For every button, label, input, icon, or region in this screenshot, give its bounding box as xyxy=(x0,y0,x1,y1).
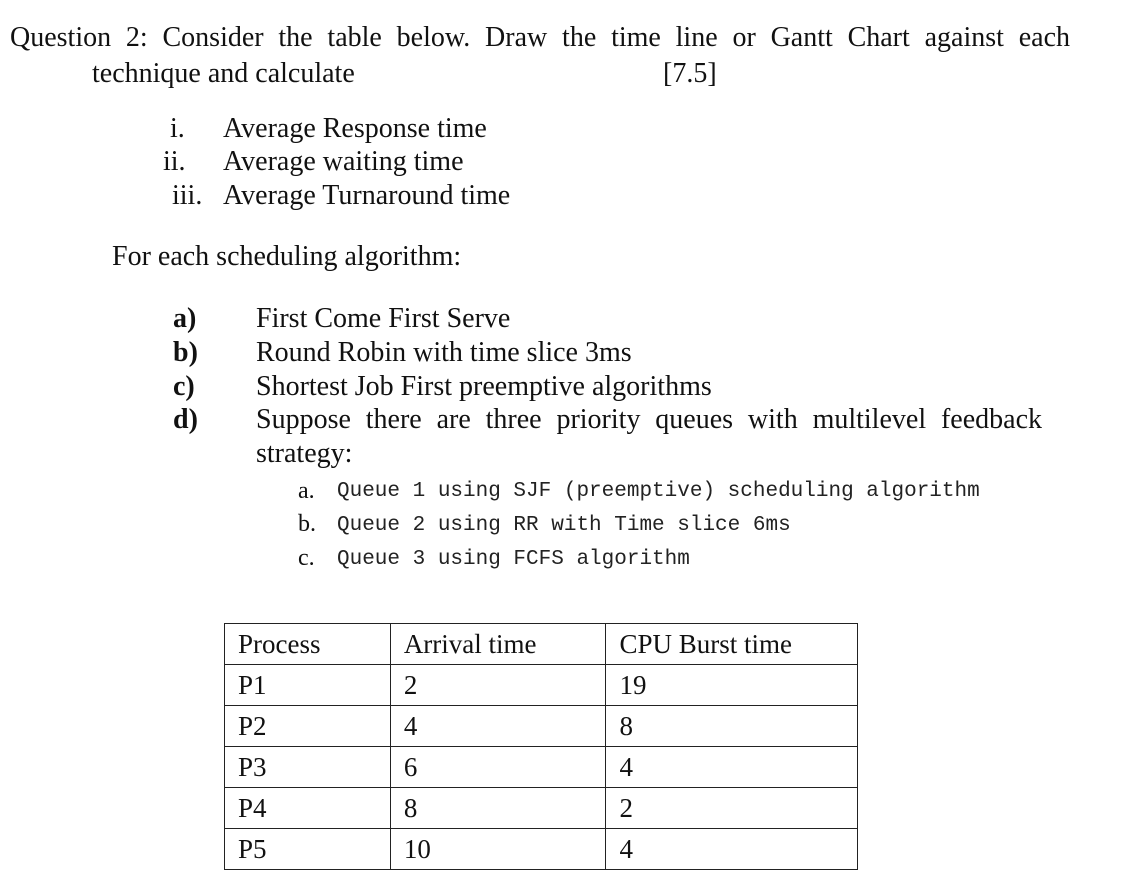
calculation-number: i. xyxy=(170,113,185,144)
column-header-cpu-burst-time: CPU Burst time xyxy=(606,624,858,665)
table-cell-process: P5 xyxy=(225,829,391,870)
table-row xyxy=(225,829,858,870)
calculation-text: Average Turnaround time xyxy=(223,180,511,211)
table-cell-process: P4 xyxy=(225,788,391,829)
table-cell-cpu-burst-time: 2 xyxy=(606,788,858,829)
calculation-text: Average waiting time xyxy=(223,146,464,177)
algorithm-text: First Come First Serve xyxy=(256,303,511,334)
table-cell-cpu-burst-time: 8 xyxy=(606,706,858,747)
calculation-number: iii. xyxy=(172,180,203,211)
table-row xyxy=(225,665,858,706)
column-header-arrival-time: Arrival time xyxy=(390,624,606,665)
algorithm-text: Suppose there are three priority queues with multilevel feedback xyxy=(256,404,1042,435)
queue-label: c. xyxy=(298,545,315,571)
table-cell-arrival-time: 10 xyxy=(390,829,606,870)
marks: [7.5] xyxy=(663,58,717,89)
calculation-number: ii. xyxy=(163,146,186,177)
table-row xyxy=(225,706,858,747)
table-cell-arrival-time: 4 xyxy=(390,706,606,747)
queue-text: Queue 2 using RR with Time slice 6ms xyxy=(337,514,791,537)
queue-label: b. xyxy=(298,511,316,537)
table-cell-process: P1 xyxy=(225,665,391,706)
table-cell-arrival-time: 6 xyxy=(390,747,606,788)
calculation-text: Average Response time xyxy=(223,113,487,144)
queue-text: Queue 1 using SJF (preemptive) scheduling algorithm xyxy=(337,480,980,503)
process-table xyxy=(224,623,858,870)
algorithm-text: Shortest Job First preemptive algorithms xyxy=(256,371,712,402)
algorithm-text-continued: strategy: xyxy=(256,438,353,469)
table-cell-arrival-time: 2 xyxy=(390,665,606,706)
table-header-row xyxy=(225,624,858,665)
algorithm-label: c) xyxy=(173,371,195,402)
column-header-process: Process xyxy=(225,624,391,665)
table-cell-process: P2 xyxy=(225,706,391,747)
table-row xyxy=(225,788,858,829)
table-cell-process: P3 xyxy=(225,747,391,788)
table-cell-arrival-time: 8 xyxy=(390,788,606,829)
for-each-heading: For each scheduling algorithm: xyxy=(112,241,462,272)
algorithm-label: a) xyxy=(173,303,197,334)
question-line-1: Question 2: Consider the table below. Draw the time line or Gantt Chart against each xyxy=(10,22,1070,53)
queue-label: a. xyxy=(298,478,315,504)
algorithm-text: Round Robin with time slice 3ms xyxy=(256,337,632,368)
queue-text: Queue 3 using FCFS algorithm xyxy=(337,548,690,571)
question-line-2: technique and calculate xyxy=(92,58,355,89)
table-cell-cpu-burst-time: 4 xyxy=(606,747,858,788)
table-row xyxy=(225,747,858,788)
algorithm-label: b) xyxy=(173,337,198,368)
algorithm-label: d) xyxy=(173,404,198,435)
table-cell-cpu-burst-time: 19 xyxy=(606,665,858,706)
table-cell-cpu-burst-time: 4 xyxy=(606,829,858,870)
